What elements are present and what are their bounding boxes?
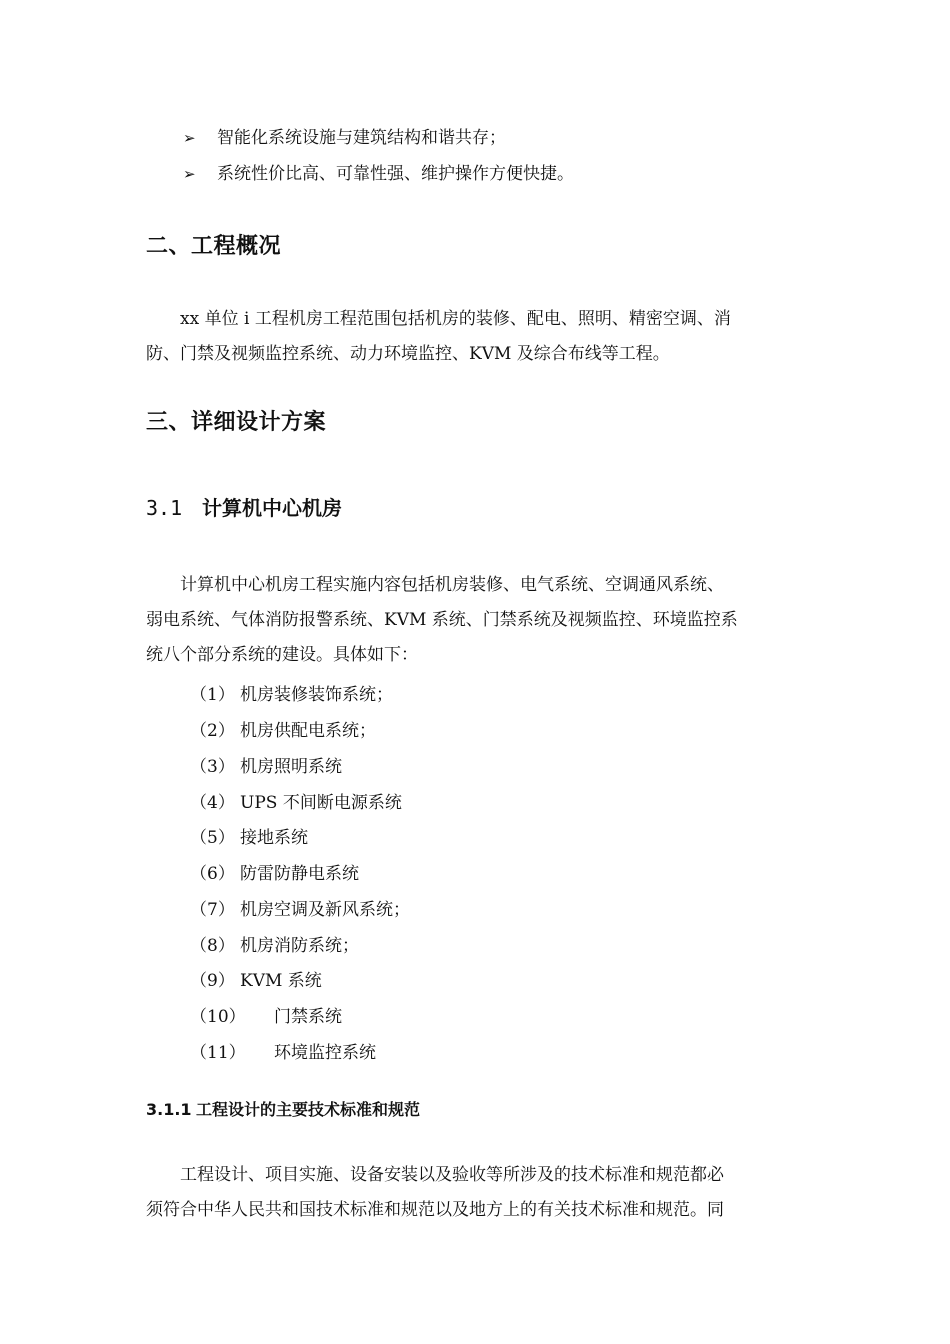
- list-item-text: 机房空调及新风系统；: [240, 900, 410, 920]
- paragraph-line: xx 单位 i 工程机房工程范围包括机房的装修、配电、照明、精密空调、消: [180, 309, 731, 329]
- bullet-text: 系统性价比高、可靠性强、维护操作方便快捷。: [217, 164, 574, 184]
- list-item-text: 防雷防静电系统: [240, 864, 359, 884]
- subsection-number: 3.1: [146, 496, 183, 520]
- paragraph-line: 统八个部分系统的建设。具体如下：: [146, 645, 418, 665]
- arrow-bullet-icon: ➢: [183, 165, 196, 183]
- paragraph-line: 计算机中心机房工程实施内容包括机房装修、电气系统、空调通风系统、: [180, 575, 724, 595]
- subsection-heading-computer-room: [146, 494, 342, 522]
- list-item-text: 机房照明系统: [240, 757, 342, 777]
- list-item: [190, 791, 402, 815]
- list-item-text: 机房装修装饰系统；: [240, 685, 393, 705]
- computer-room-paragraph: [146, 568, 806, 673]
- section-heading-overview: 二、工程概况: [146, 234, 282, 259]
- subsubsection-title: 工程设计的主要技术标准和规范: [196, 1100, 421, 1119]
- list-item-text: KVM 系统: [240, 971, 322, 991]
- list-item-number: （5）: [190, 828, 235, 848]
- standards-paragraph: [146, 1158, 806, 1228]
- subsection-title: 计算机中心机房: [202, 496, 342, 520]
- paragraph-line: 弱电系统、气体消防报警系统、KVM 系统、门禁系统及视频监控、环境监控系: [146, 610, 738, 630]
- list-item-text: UPS 不间断电源系统: [240, 793, 402, 813]
- list-item-number: （6）: [190, 864, 235, 884]
- list-item: [190, 719, 376, 743]
- arrow-bullet-icon: ➢: [183, 129, 196, 147]
- list-item-number: （7）: [190, 900, 235, 920]
- list-item-number: （1）: [190, 685, 235, 705]
- list-item: [190, 755, 342, 779]
- bullet-item: [183, 126, 506, 150]
- list-item-number: （10）: [190, 1007, 246, 1027]
- list-item: [190, 826, 308, 850]
- list-item-number: （11）: [190, 1043, 246, 1063]
- list-item: [190, 862, 359, 886]
- list-item: [190, 898, 410, 922]
- list-item-number: （8）: [190, 936, 235, 956]
- paragraph-line: 工程设计、项目实施、设备安装以及验收等所涉及的技术标准和规范都必: [180, 1165, 724, 1185]
- subsubsection-heading-standards: [146, 1099, 420, 1121]
- subsubsection-number: 3.1.1: [146, 1100, 192, 1119]
- list-item-number: （9）: [190, 971, 235, 991]
- paragraph-line: 须符合中华人民共和国技术标准和规范以及地方上的有关技术标准和规范。同: [146, 1200, 724, 1220]
- list-item: [190, 683, 393, 707]
- list-item-text: 机房消防系统；: [240, 936, 359, 956]
- list-item-number: （2）: [190, 721, 235, 741]
- list-item: [190, 934, 359, 958]
- paragraph-line: 防、门禁及视频监控系统、动力环境监控、KVM 及综合布线等工程。: [146, 344, 670, 364]
- overview-paragraph: [146, 302, 806, 372]
- list-item-text: 门禁系统: [274, 1007, 342, 1027]
- section-heading-detailed-design: 三、详细设计方案: [146, 410, 327, 435]
- list-item-number: （4）: [190, 793, 235, 813]
- list-item-text: 机房供配电系统；: [240, 721, 376, 741]
- list-item-number: （3）: [190, 757, 235, 777]
- list-item: [190, 969, 322, 993]
- list-item: [190, 1041, 376, 1065]
- bullet-text: 智能化系统设施与建筑结构和谐共存；: [217, 128, 506, 148]
- list-item-text: 环境监控系统: [274, 1043, 376, 1063]
- list-item: [190, 1005, 342, 1029]
- bullet-item: [183, 162, 574, 186]
- list-item-text: 接地系统: [240, 828, 308, 848]
